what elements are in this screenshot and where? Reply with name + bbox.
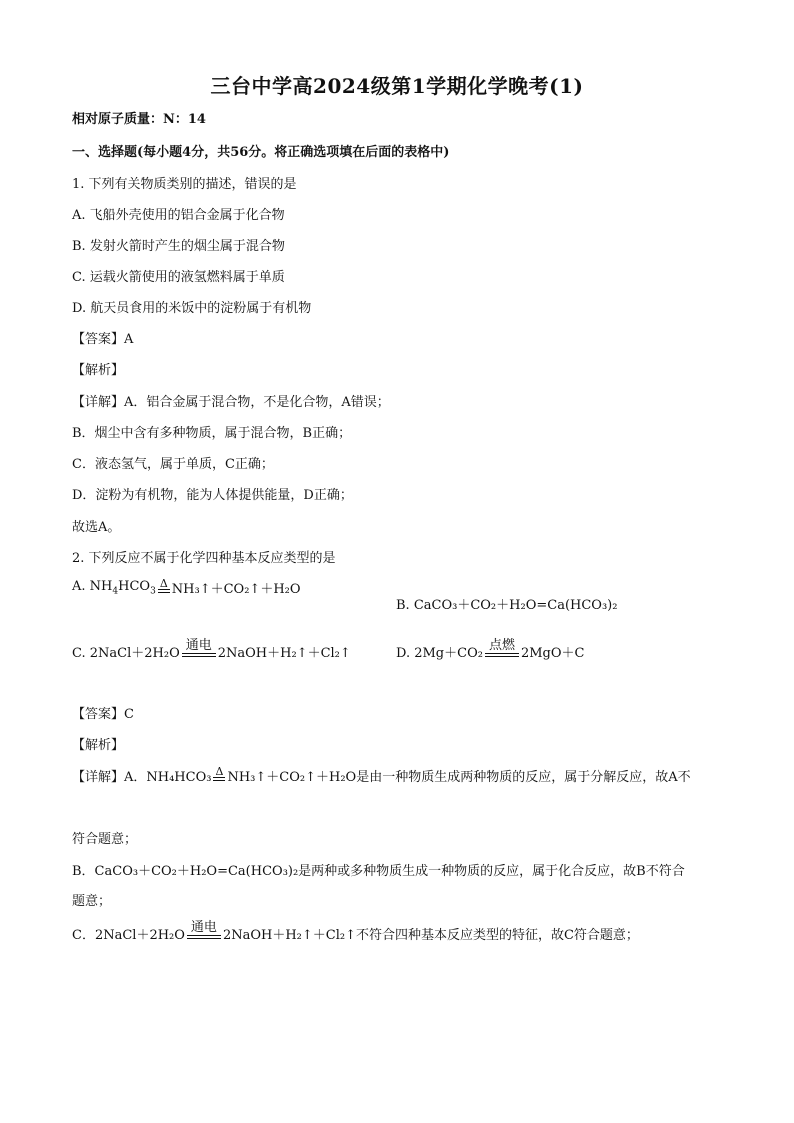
section-heading: 一、选择题(每小题4分，共56分。将正确选项填在后面的表格中) (72, 145, 450, 160)
q2-d-rhs: 2MgO＋C (520, 646, 585, 661)
q2-detail-a-cont: 符合题意； (72, 832, 138, 847)
q1-detail-a: 【详解】A．铝合金属于混合物，不是化合物，A错误； (72, 395, 390, 410)
q2-detail-b-cont: 题意； (72, 894, 112, 909)
q2-d-lhs: D. 2Mg＋CO₂ (396, 646, 483, 661)
q2-option-c (72, 639, 351, 661)
heat-condition: Δ (213, 766, 225, 785)
page-title: 三台中学高2024级第1学期化学晚考(1) (210, 74, 584, 98)
q2-stem: 2. 下列反应不属于化学四种基本反应类型的是 (72, 551, 336, 566)
ignition-condition: 点燃 (485, 639, 519, 661)
heat-condition: Δ (158, 578, 170, 597)
q1-option-b: B. 发射火箭时产生的烟尘属于混合物 (72, 239, 285, 254)
q2-detail-a (72, 766, 691, 785)
q1-detail-b: B．烟尘中含有多种物质，属于混合物，B正确； (72, 426, 352, 441)
q2-detail-c-suffix: 2NaOH＋H₂↑＋Cl₂↑不符合四种基本反应类型的特征，故C符合题意； (222, 928, 639, 943)
q2-option-a (72, 578, 301, 597)
q2-detail-a-prefix: 【详解】A．NH₄HCO₃ (72, 770, 212, 785)
q2-option-b: B. CaCO₃＋CO₂＋H₂O=Ca(HCO₃)₂ (396, 598, 618, 613)
atomic-mass-note: 相对原子质量：N：14 (72, 112, 206, 127)
q2-a-lhs: A. $NH_4HCO_3$ (72, 579, 156, 597)
electrolysis-condition: 通电 (182, 639, 216, 661)
q1-option-d: D. 航天员食用的米饭中的淀粉属于有机物 (72, 301, 312, 316)
q1-option-a: A. 飞船外壳使用的铝合金属于化合物 (72, 208, 285, 223)
q1-stem: 1. 下列有关物质类别的描述，错误的是 (72, 177, 297, 192)
q1-detail-d: D．淀粉为有机物，能为人体提供能量，D正确； (72, 488, 353, 503)
q2-answer: 【答案】C (72, 707, 134, 722)
q1-detail-c: C．液态氢气，属于单质，C正确； (72, 457, 274, 472)
q2-detail-c (72, 921, 639, 943)
q2-detail-c-prefix: C．2NaCl＋2H₂O (72, 928, 185, 943)
q2-c-rhs: 2NaOH＋H₂↑＋Cl₂↑ (217, 646, 351, 661)
q2-a-rhs: NH₃↑＋CO₂↑＋H₂O (171, 582, 301, 597)
q2-c-lhs: C. 2NaCl＋2H₂O (72, 646, 180, 661)
q1-answer: 【答案】A (72, 332, 134, 347)
q2-detail-b: B．CaCO₃＋CO₂＋H₂O=Ca(HCO₃)₂是两种或多种物质生成一种物质的反应，属于化合反应，故B不符合 (72, 864, 685, 879)
q1-conclusion: 故选A。 (72, 520, 121, 535)
q2-analysis-label: 【解析】 (72, 738, 125, 753)
q1-analysis-label: 【解析】 (72, 363, 125, 378)
q1-option-c: C. 运载火箭使用的液氢燃料属于单质 (72, 270, 285, 285)
electrolysis-condition: 通电 (187, 921, 221, 943)
q2-option-d (396, 639, 584, 661)
q2-detail-a-suffix: NH₃↑＋CO₂↑＋H₂O是由一种物质生成两种物质的反应，属于分解反应，故A不 (227, 770, 691, 785)
